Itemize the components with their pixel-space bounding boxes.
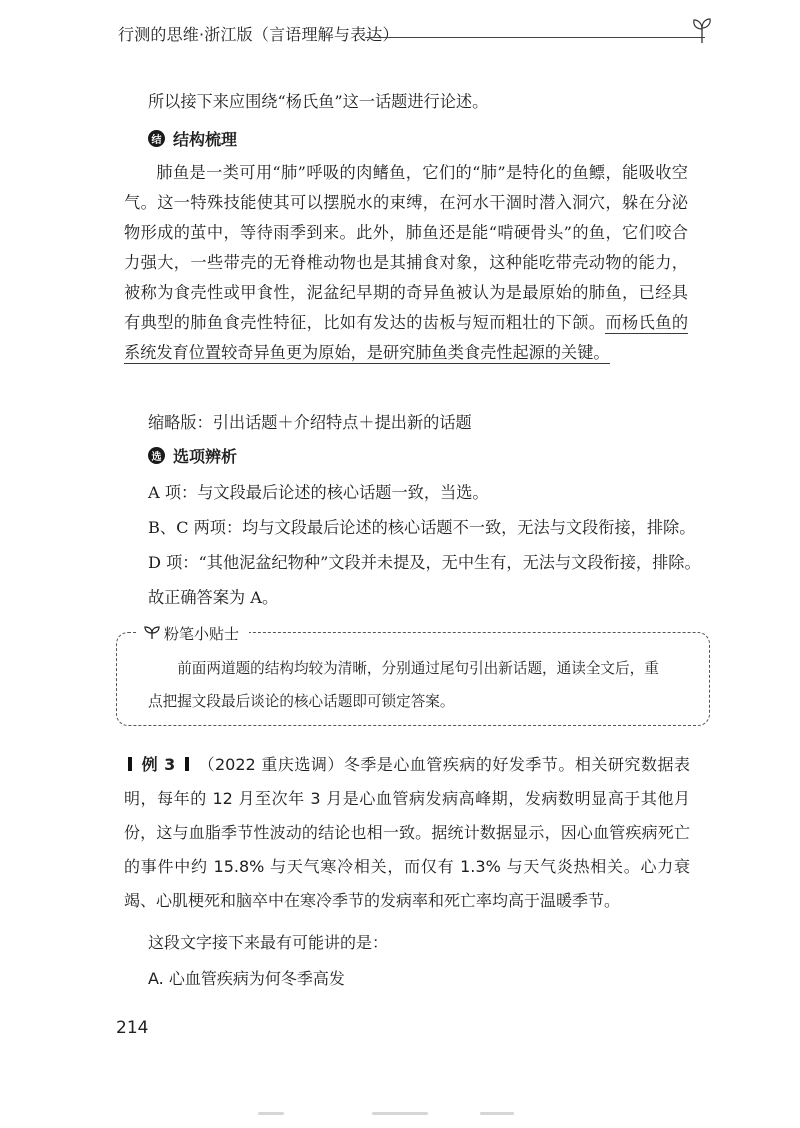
scan-artifact — [480, 1112, 514, 1115]
correct-answer: 故正确答案为 A。 — [148, 588, 279, 607]
structure-heading-label: 结构梳理 — [173, 129, 238, 149]
example-question: 这段文字接下来最有可能讲的是： — [148, 933, 389, 952]
option-analysis-d: D 项：“其他泥盆纪物种”文段并未提及，无中生有，无法与文段衔接，排除。 — [148, 553, 701, 572]
sprout-icon — [144, 626, 160, 640]
tip-label-text: 粉笔小贴士 — [164, 624, 240, 643]
example-bar-left — [128, 757, 132, 771]
option-analysis-bc: B、C 两项：均与文段最后论述的核心话题不一致，无法与文段衔接，排除。 — [148, 518, 696, 537]
page-number: 214 — [116, 1018, 149, 1038]
running-header — [118, 16, 718, 46]
sprout-icon — [692, 16, 712, 44]
structure-badge-icon: 结 — [148, 130, 165, 147]
structure-heading — [148, 126, 237, 150]
intro-line: 所以接下来应围绕“杨氏鱼”这一话题进行论述。 — [148, 92, 489, 111]
example-label: 例 3 — [141, 755, 176, 774]
example-paragraph — [124, 748, 690, 918]
options-heading-label: 选项辨析 — [173, 446, 238, 466]
header-rule — [365, 37, 705, 38]
example-option-a: A. 心血管疾病为何冬季高发 — [148, 969, 345, 988]
options-badge-icon: 选 — [148, 447, 165, 464]
option-analysis-a: A 项：与文段最后论述的核心话题一致，当选。 — [148, 483, 489, 502]
tip-text: 前面两道题的结构均较为清晰，分别通过尾句引出新话题，通读全文后，重点把握文段最后谈论的核心话题即可锁定答案。 — [148, 660, 659, 710]
scan-artifact — [372, 1112, 428, 1115]
options-heading — [148, 443, 237, 467]
structure-paragraph — [124, 158, 688, 368]
header-title: 行测的思维·浙江版（言语理解与表达） — [118, 25, 399, 44]
scan-artifact — [258, 1112, 284, 1115]
example-bar-right — [185, 757, 189, 771]
example-text: 冬季是心血管疾病的好发季节。相关研究数据表明，每年的 12 月至次年 3 月是心血管病发病高峰期，发病数明显高于其他月份，这与血脂季节性波动的结论也相一致。据统计数据显示，因心血管疾病死亡的事件中约 15.8% 与天气寒冷相关，而仅有 1.3% 与天气炎热相关。心力衰竭、心肌梗死和脑卒中在寒冷季节的发病率和死亡率均高于温暖季节。 — [124, 755, 690, 910]
structure-paragraph-text: 肺鱼是一类可用“肺”呼吸的肉鳍鱼，它们的“肺”是特化的鱼鳔，能吸收空气。这一特殊技能使其可以摆脱水的束缚，在河水干涸时潜入洞穴，躲在分泌物形成的茧中，等待雨季到来。此外，肺鱼还是能“啃硬骨头”的鱼，它们咬合力强大，一些带壳的无脊椎动物也是其捕食对象，这种能吃带壳动物的能力，被称为食壳性或甲食性，泥盆纪早期的奇异鱼被认为是最原始的肺鱼，已经具有典型的肺鱼食壳性特征，比如有发达的齿板与短而粗壮的下颌。 — [124, 163, 688, 332]
structure-summary: 缩略版：引出话题＋介绍特点＋提出新的话题 — [148, 413, 472, 432]
structure-key-sentence: 而杨氏鱼的系统发育位置较奇异鱼更为原始，是研究肺鱼类食壳性起源的关键。 — [124, 313, 689, 362]
example-source: （2022 重庆选调） — [198, 755, 344, 774]
tip-label — [138, 620, 249, 646]
